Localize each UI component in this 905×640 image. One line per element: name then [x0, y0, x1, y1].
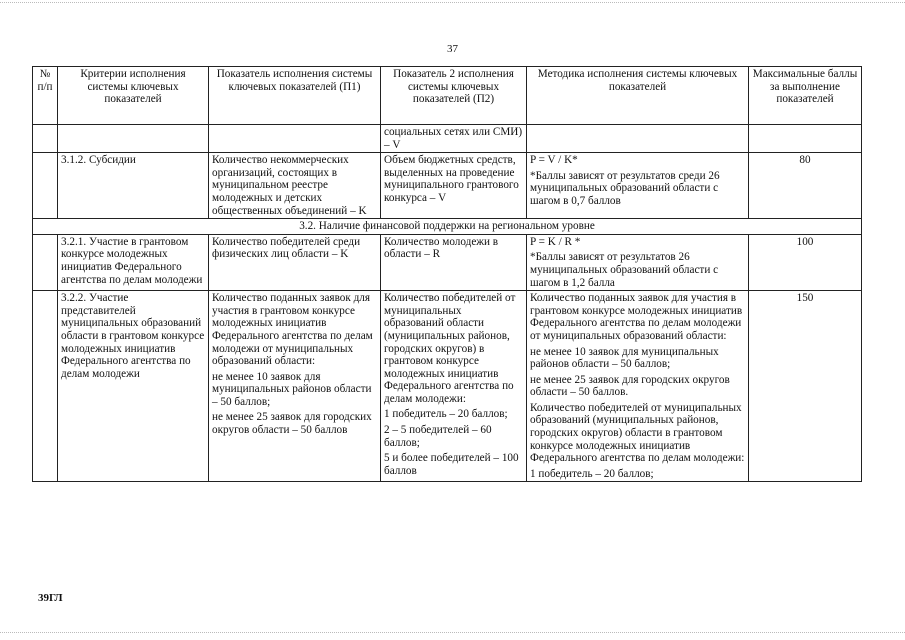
table-header-row	[33, 67, 862, 125]
page-number: 37	[447, 43, 458, 55]
indicator-text: 2 – 5 победителей – 60 баллов;	[384, 424, 492, 449]
cell-indicator-2: Количество молодежи в области – R	[381, 234, 527, 290]
indicator-text: 1 победитель – 20 баллов;	[384, 408, 508, 421]
method-text: Количество победителей от муниципальных образований (муниципальных районов, городских округов) области в грантовом конкурсе молодежных инициатив Федерального агентства по делам молодежи:	[530, 401, 745, 465]
cell-methodology	[527, 153, 749, 219]
method-note: *Баллы зависят от результатов 26 муниципальных образований области с шагом в 1,2 балла	[530, 251, 719, 289]
footer-document-code: 39ГЛ	[38, 592, 63, 604]
header-methodology: Методика исполнения системы ключевых показателей	[527, 67, 749, 125]
header-indicator-2: Показатель 2 исполнения системы ключевых показателей (П2)	[381, 67, 527, 125]
cell-indicator-2: Объем бюджетных средств, выделенных на проведение муниципального грантового конкурса – V	[381, 153, 527, 219]
table-row-continuation	[33, 125, 862, 153]
table-row-3-2-1	[33, 234, 862, 290]
cell-criteria: 3.1.2. Субсидии	[58, 153, 209, 219]
cell-methodology	[527, 291, 749, 482]
indicator-text: 5 и более победителей – 100 баллов	[384, 452, 519, 477]
cell-indicator-1: Количество некоммерческих организаций, состоящих в муниципальном реестре молодежных и детских общественных объединений – K	[209, 153, 381, 219]
formula: P = K / R *	[530, 235, 581, 248]
cell-indicator-2	[381, 291, 527, 482]
method-text: 1 победитель – 20 баллов;	[530, 467, 654, 480]
cell-methodology	[527, 234, 749, 290]
method-text: не менее 10 заявок для муниципальных районов области – 50 баллов;	[530, 345, 719, 371]
indicator-text: Количество победителей от муниципальных образований области (муниципальных районов, городских округов) в грантовом конкурсе молодежных инициатив Федерального агентства по делам молодежи:	[384, 292, 516, 405]
scan-artifact-bottom	[0, 632, 905, 633]
header-max-score: Максимальные баллы за выполнение показателей	[749, 67, 862, 125]
formula: P = V / K*	[530, 154, 578, 167]
cell-criteria: 3.2.1. Участие в грантовом конкурсе молодежных инициатив Федерального агентства по делам молодежи	[58, 234, 209, 290]
indicator-text: не менее 25 заявок для городских округов области – 50 баллов	[212, 411, 372, 437]
cell-max-score: 80	[749, 153, 862, 219]
scan-artifact-top	[0, 2, 905, 3]
method-note: *Баллы зависят от результатов среди 26 муниципальных образований области с шагом в 0,7 баллов	[530, 169, 720, 207]
cell-max-score: 150	[749, 291, 862, 482]
table-row-3-1-2	[33, 153, 862, 219]
table-row-3-2-2	[33, 291, 862, 482]
cell-indicator-1: Количество победителей среди физических лиц области – K	[209, 234, 381, 290]
cell-indicator-1	[209, 291, 381, 482]
header-indicator-1: Показатель исполнения системы ключевых показателей (П1)	[209, 67, 381, 125]
indicator-text: Количество поданных заявок для участия в грантовом конкурсе молодежных инициатив Федерального агентства по делам молодежи от муниципальных образований области:	[212, 292, 373, 368]
indicator-text: не менее 10 заявок для муниципальных районов области – 50 баллов;	[212, 370, 372, 408]
section-row-3-2	[33, 219, 862, 235]
cell-max-score: 100	[749, 234, 862, 290]
cell-criteria: 3.2.2. Участие представителей муниципальных образований области в грантовом конкурсе молодежных инициатив Федерального агентства по делам молодежи	[58, 291, 209, 482]
method-text: не менее 25 заявок для городских округов области – 50 баллов.	[530, 373, 730, 399]
method-text: Количество поданных заявок для участия в грантовом конкурсе молодежных инициатив Федерального агентства по делам молодежи от муниципальных образований области:	[530, 292, 743, 342]
cell-indicator-2: социальных сетях или СМИ) – V	[381, 125, 527, 153]
header-criteria: Критерии исполнения системы ключевых показателей	[58, 67, 209, 125]
section-heading: 3.2. Наличие финансовой поддержки на региональном уровне	[33, 219, 862, 235]
header-num: № п/п	[33, 67, 58, 125]
indicators-table	[32, 66, 862, 482]
